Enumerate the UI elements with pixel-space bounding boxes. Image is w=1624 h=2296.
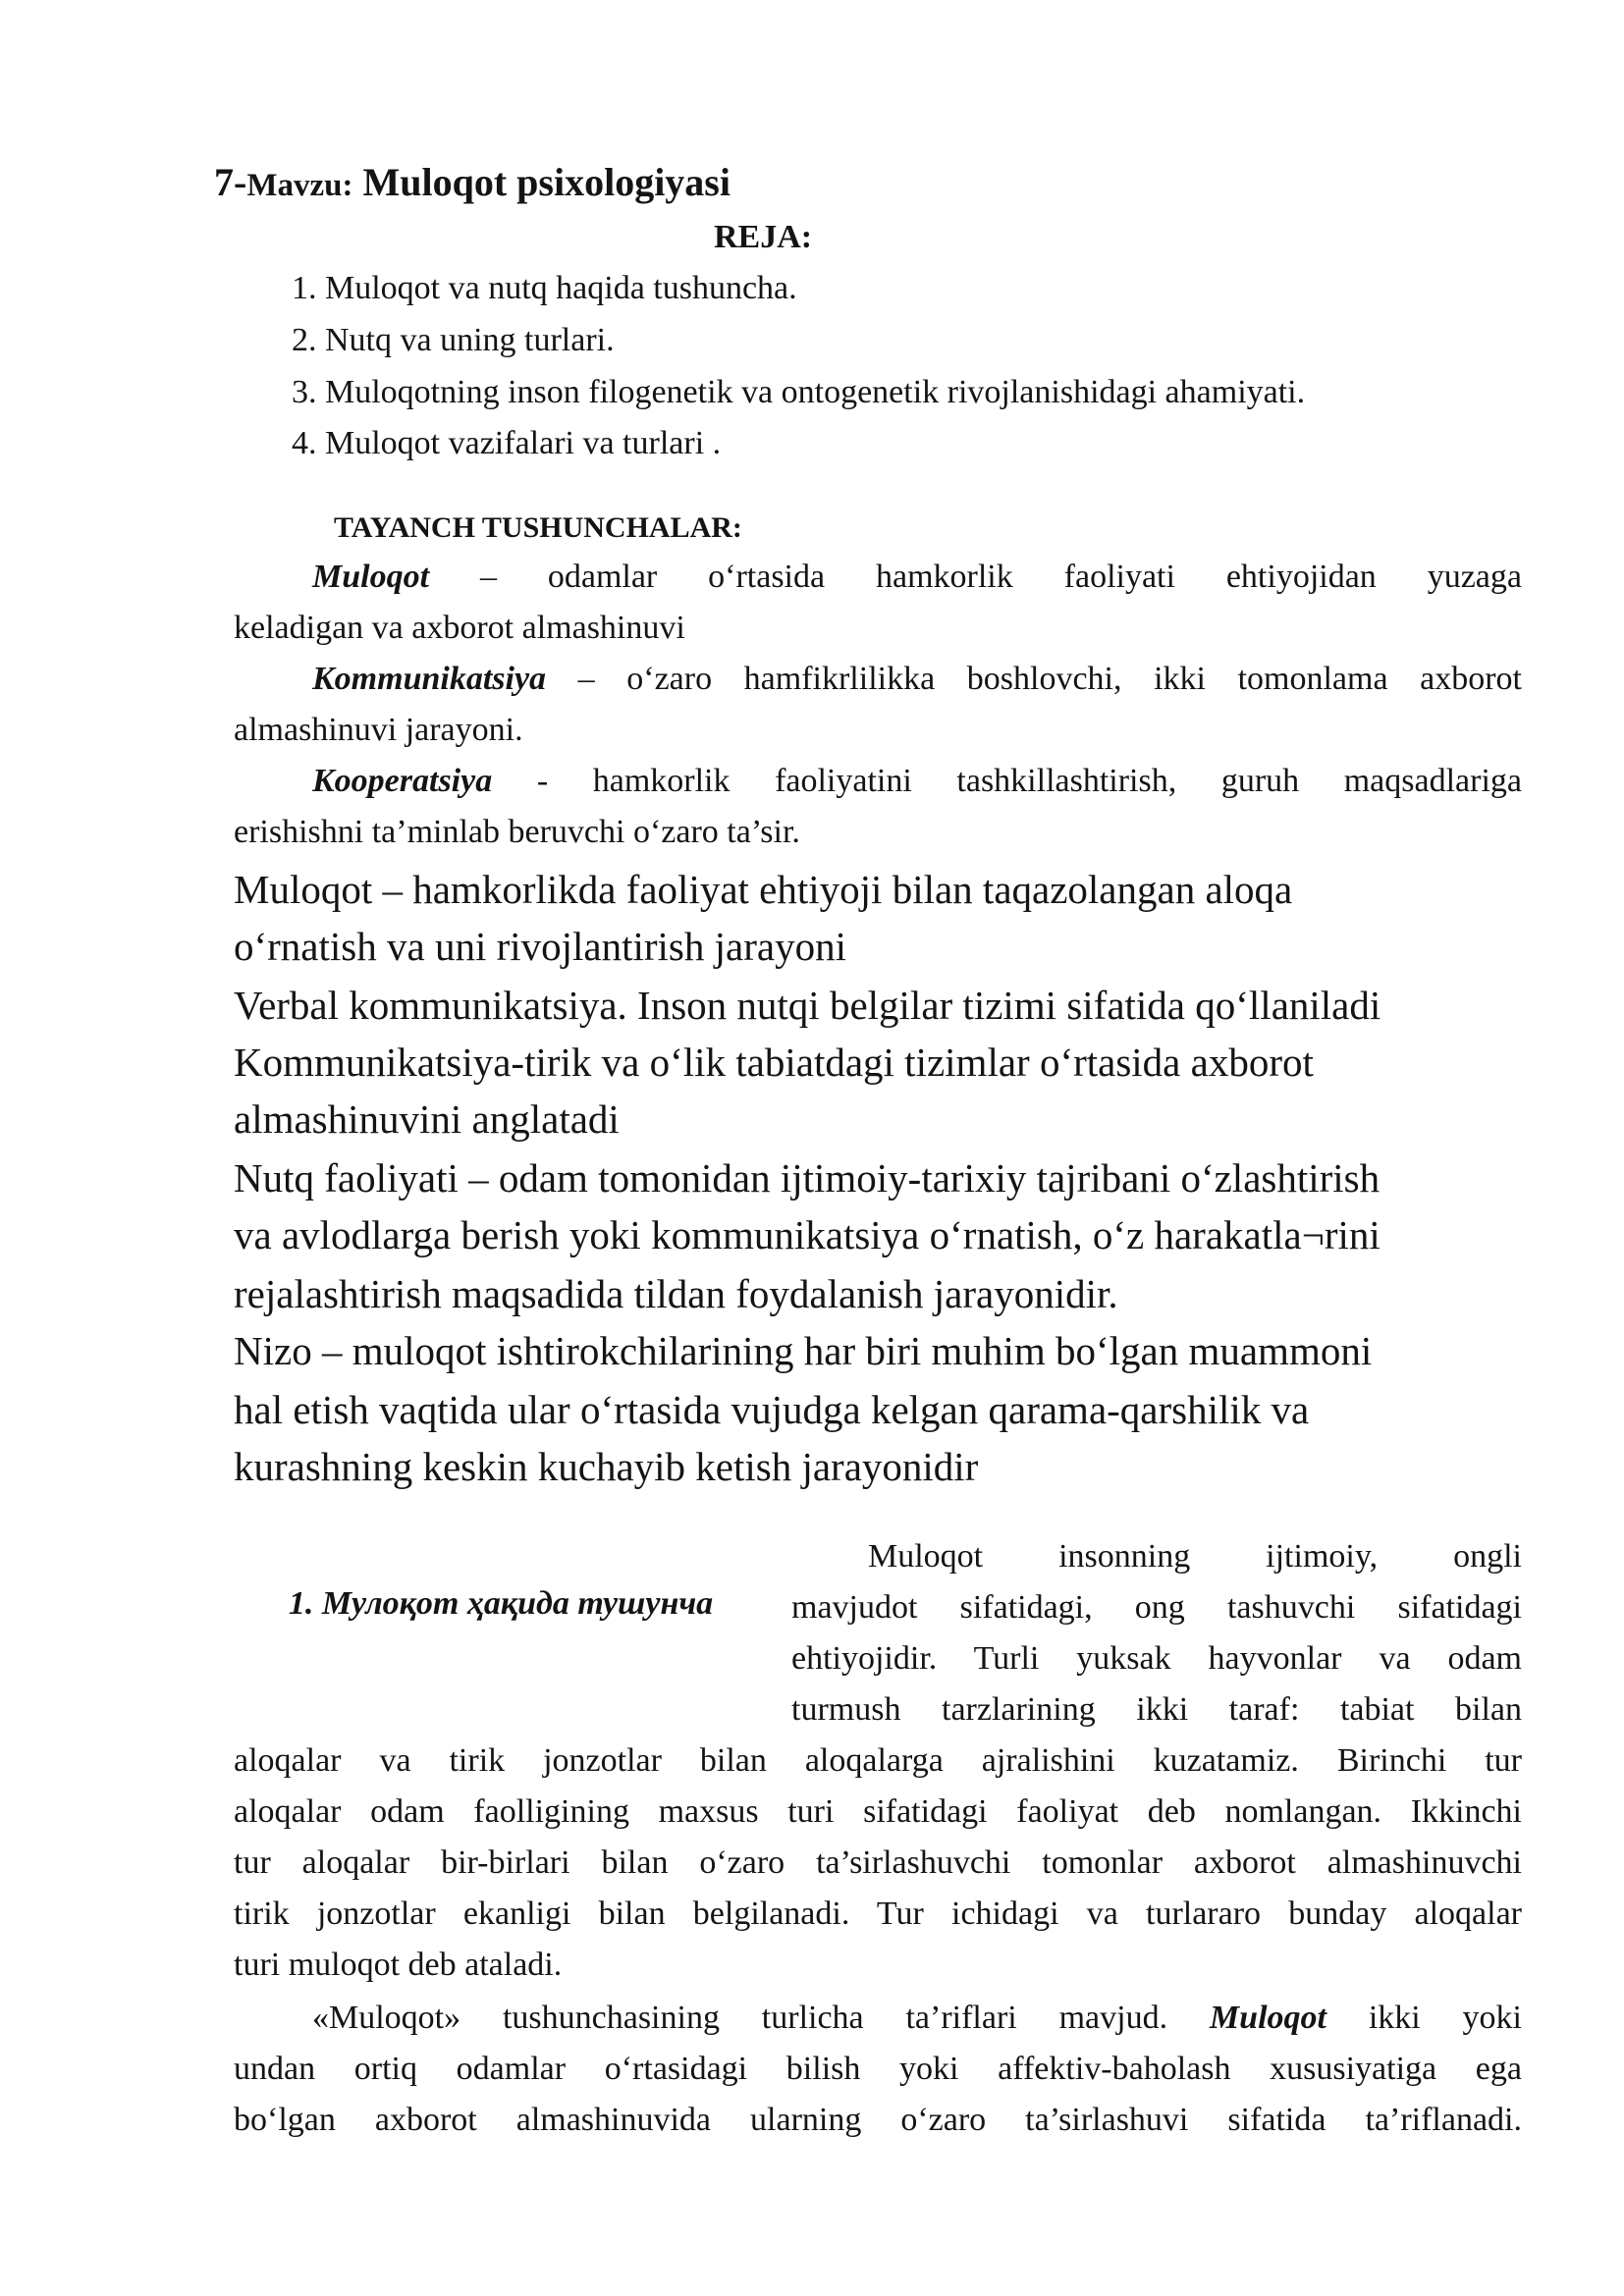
paragraph-line: ehtiyojidir. Turli yuksak hayvonlar va odam (791, 1640, 1522, 1677)
paragraph-line: Muloqot insonning ijtimoiy, ongli (868, 1538, 1522, 1575)
definition-term: Kooperatsiya (312, 763, 493, 799)
big-text-line: Verbal kommunikatsiya. Inson nutqi belgilar tizimi sifatida qo‘llaniladi (234, 983, 1381, 1028)
plan-item-2: 2. Nutq va uning turlari. (292, 322, 615, 358)
plan-item-1: 1. Muloqot va nutq haqida tushuncha. (292, 270, 797, 306)
paragraph-line: aloqalar va tirik jonzotlar bilan aloqalarga ajralishini kuzatamiz. Birinchi tur (234, 1742, 1522, 1779)
plan-item-4: 4. Muloqot vazifalari va turlari . (292, 425, 722, 461)
definition-muloqot (312, 556, 1522, 599)
page-title (214, 157, 731, 211)
paragraph-line (312, 1997, 1522, 2040)
definition-kooperatsiya (312, 760, 1522, 803)
big-text-line: Nizo – muloqot ishtirokchilarining har biri muhim bo‘lgan muammoni (234, 1328, 1373, 1373)
big-text-line: hal etish vaqtida ular o‘rtasida vujudga kelgan qarama-qarshilik va (234, 1387, 1310, 1432)
definition-term: Kommunikatsiya (312, 661, 547, 697)
paragraph-line: aloqalar odam faolligining maxsus turi sifatidagi faoliyat deb nomlangan. Ikkinchi (234, 1793, 1522, 1830)
paragraph-line: turi muloqot deb ataladi. (234, 1947, 563, 1983)
definition-text: – o‘zaro hamfikrlilikka boshlovchi, ikki tomonlama axborot (546, 661, 1522, 697)
big-text-line: va avlodlarga berish yoki kommunikatsiya o‘rnatish, o‘z harakatla¬rini (234, 1212, 1380, 1257)
big-text-line: Nutq faoliyati – odam tomonidan ijtimoiy-tarixiy tajribani o‘zlashtirish (234, 1155, 1380, 1201)
paragraph-text: «Muloqot» tushunchasining turlicha ta’riflari mavjud. (312, 2000, 1210, 2036)
big-text-line: almashinuvini anglatadi (234, 1096, 620, 1142)
paragraph-line: turmush tarzlarining ikki taraf: tabiat bilan (791, 1691, 1522, 1728)
paragraph-line: mavjudot sifatidagi, ong tashuvchi sifatidagi (791, 1589, 1522, 1626)
definition-kommunikatsiya (312, 658, 1522, 701)
big-text-line: kurashning keskin kuchayib ketish jarayonidir (234, 1444, 979, 1489)
key-concepts-heading: TAYANCH TUSHUNCHALAR: (334, 511, 742, 544)
paragraph-line: tur aloqalar bir-birlari bilan o‘zaro ta’sirlashuvchi tomonlar axborot almashinuvchi (234, 1844, 1522, 1881)
definition-text: – odamlar o‘rtasida hamkorlik faoliyati ehtiyojidan yuzaga (429, 559, 1522, 595)
plan-heading: REJA: (714, 219, 813, 255)
big-text-line: Muloqot – hamkorlikda faoliyat ehtiyoji bilan taqazolangan aloqa (234, 867, 1293, 912)
paragraph-line: tirik jonzotlar ekanligi bilan belgilanadi. Tur ichidagi va turlararo bunday aloqalar (234, 1896, 1522, 1932)
plan-item-3: 3. Muloqotning inson filogenetik va ontogenetik rivojlanishidagi ahamiyati. (292, 374, 1306, 410)
title-mavzu: Mavzu: (246, 168, 353, 203)
definition-continuation: almashinuvi jarayoni. (234, 712, 523, 748)
big-text-line: Kommunikatsiya-tirik va o‘lik tabiatdagi tizimlar o‘rtasida axborot (234, 1040, 1314, 1085)
definition-text: - hamkorlik faoliyatini tashkillashtirish, guruh maqsadlariga (492, 763, 1522, 799)
definition-term: Muloqot (312, 559, 430, 595)
definition-continuation: erishishni ta’minlab beruvchi o‘zaro ta’sir. (234, 814, 800, 850)
big-text-line: o‘rnatish va uni rivojlantirish jarayoni (234, 924, 846, 969)
paragraph-term: Muloqot (1209, 2000, 1326, 2036)
definition-continuation: keladigan va axborot almashinuvi (234, 610, 685, 646)
section-heading: 1. Мулоқот ҳақида тушунча (288, 1585, 714, 1622)
paragraph-text: ikki yoki (1326, 2000, 1522, 2036)
title-prefix: 7- (214, 160, 247, 204)
paragraph-line: bo‘lgan axborot almashinuvida ularning o‘zaro ta’sirlashuvi sifatida ta’riflanadi. (234, 2102, 1522, 2138)
big-text-line: rejalashtirish maqsadida tildan foydalanish jarayonidir. (234, 1271, 1118, 1316)
title-main: Muloqot psixologiyasi (352, 160, 731, 204)
paragraph-line: undan ortiq odamlar o‘rtasidagi bilish yoki affektiv-baholash xususiyatiga ega (234, 2051, 1522, 2087)
